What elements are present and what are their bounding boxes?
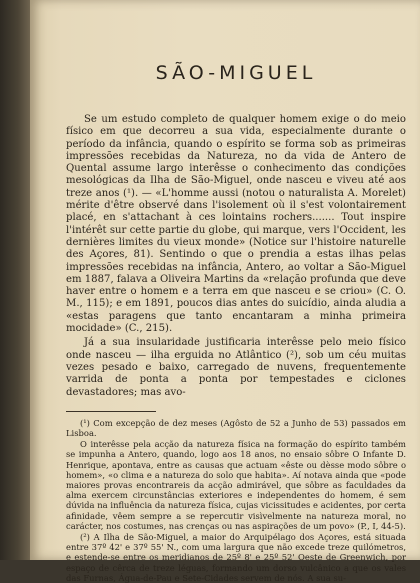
page-content	[66, 62, 406, 583]
book-spine-shadow	[0, 0, 30, 560]
footnote-1: (¹) Com excepção de dez meses (Agôsto de 52 a Junho de 53) passados em Lisboa.	[66, 417, 406, 439]
footnote-2: (²) A Ilha de São-Miguel, a maior do Arquipélago dos Açores, está situada entre 37º 42' e 37º 55' N., com uma largura que não excede treze quilómetros, e estende-se entre os meridianos de 25º 8' e 25º 52' Oeste de Greenwich, por espaço de cêrca de treze léguas, formando um dorso vulcânico a que os vales das Furnas, Água-de-Pau e Sete-Cidades servem de nós. A sua su-	[66, 532, 406, 583]
footnotes	[66, 418, 406, 583]
footnote-separator	[66, 411, 156, 412]
footnote-1-continuation: O interêsse pela acção da natureza física na formação do espírito também se impunha a Antero, quando, logo aos 18 anos, no ensaio sôbre O Infante D. Henrique, apontava, entre as causas que actuam «êste ou dèsse modo sôbre o homem», «o clima e a natureza do solo que habita». Aí notava ainda que «pode maiores provas encontrareis da acção admirável, que sôbre as faculdades da alma exercem circunstâncias exteriores e independentes do homem, é sem dúvida na influência da natureza física, cujas vicissitudes e acidentes, por certa afinidade, vêem sempre a se repercutir visìvelmente na natureza moral, no carácter, nos costumes, nas crenças ou nas aspirações de um povo» (P., I, 44-5).	[66, 439, 406, 531]
chapter-title: SÃO-MIGUEL	[155, 62, 317, 84]
paragraph-2: Já a sua insularidade justificaria interêsse pelo meio físico onde nasceu — ilha erguida no Atlântico (²), sob um céu muitas vezes pesado e baixo, carregado de nuvens, frequentemente varrida de ponta a ponta por tempestades e ciclones devastadores; mas avo-	[66, 337, 406, 398]
paragraph-1: Se um estudo completo de qualquer homem exige o do meio físico em que decorreu a sua vida, especialmente durante o período da infância, quando o espírito se forma sob as primeiras impressões recebidas da Natureza, no da vida de Antero de Quental assume largo interêsse o conhecimento das condições mesológicas da Ilha de São-Miguel, onde nasceu e viveu até aos treze anos (¹). — «L'homme aussi (notou o naturalista A. Morelet) mérite d'être observé dans l'isolement où il s'est volontairement placé, en s'attachant à ces lointains rochers....... Tout inspire l'intérêt sur cette partie du globe, qui marque, vers l'Occident, les dernières limites du vieux monde» (Notice sur l'histoire naturelle des Açores, 81). Sentindo o que o prendia a estas ilhas pelas impressões recebidas na infância, Antero, ao voltar a São-Miguel em 1887, falava a Oliveira Martins da «relação profunda que deve haver entre o homem e a terra em que nasceu e se criou» (C. O. M., 115); e em 1891, poucos dias antes do suicídio, ainda aludia a «estas paragens que tanto encantaram a minha primeira mocidade» (C., 215).	[66, 114, 406, 335]
book-page	[30, 0, 420, 583]
body-text	[66, 114, 406, 399]
